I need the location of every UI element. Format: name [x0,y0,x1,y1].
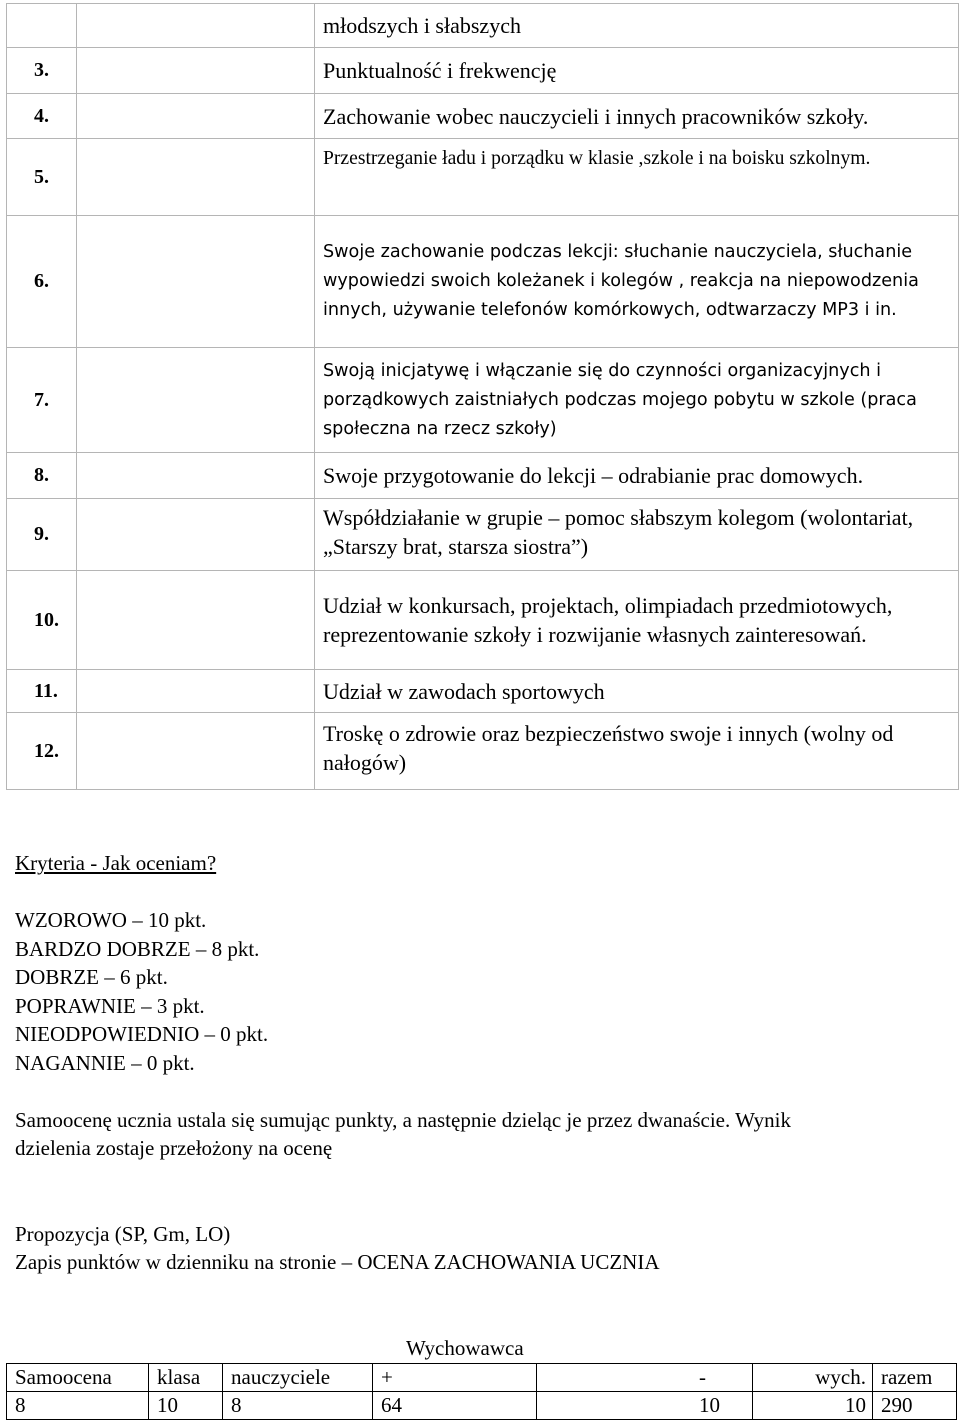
criteria-number: 10. [7,571,77,670]
summary-line: Samoocenę ucznia ustala się sumując punkty, a następnie dzieląc je przez dwanaście. Wynik [15,1108,792,1132]
criteria-number: 4. [7,94,77,139]
header-cell-razem: razem [873,1364,957,1392]
criteria-table [6,3,959,790]
grade-item: NAGANNIE – 0 pkt. [15,1051,195,1075]
criteria-row [7,4,959,48]
criteria-row [7,453,959,499]
criteria-row [7,713,959,790]
criteria-text: Zachowanie wobec nauczycieli i innych pracowników szkoły. [315,94,959,139]
criteria-number: 7. [7,348,77,453]
header-cell-wych: wych. [753,1364,873,1392]
points-table [6,1363,957,1420]
criteria-text: Swoją inicjatywę i włączanie się do czynności organizacyjnych i porządkowych zaistniałych podczas mojego pobytu w szkole (praca społeczna na rzecz szkoły) [315,348,959,453]
value-cell: 10 [537,1392,753,1420]
criteria-number: 12. [7,713,77,790]
header-cell-minus: - [537,1364,753,1392]
points-header-row [7,1364,957,1392]
grade-item: DOBRZE – 6 pkt. [15,965,168,989]
criteria-text: Troskę o zdrowie oraz bezpieczeństwo swoje i innych (wolny od nałogów) [315,713,959,790]
value-cell: 290 [873,1392,957,1420]
criteria-row [7,94,959,139]
header-cell-klasa: klasa [149,1364,223,1392]
criteria-number: 8. [7,453,77,499]
criteria-text: Udział w konkursach, projektach, olimpiadach przedmiotowych, reprezentowanie szkoły i rozwijanie własnych zainteresowań. [315,571,959,670]
value-cell: 10 [753,1392,873,1420]
criteria-number: 6. [7,216,77,348]
kryteria-heading: Kryteria - Jak oceniam? [15,851,217,875]
criteria-number: 11. [7,670,77,713]
header-cell-nauczyciele: nauczyciele [223,1364,373,1392]
header-cell-samoocena: Samoocena [7,1364,149,1392]
criteria-number: 5. [7,139,77,216]
grade-item: POPRAWNIE – 3 pkt. [15,994,205,1018]
value-cell: 8 [223,1392,373,1420]
criteria-number: 9. [7,499,77,571]
criteria-text: Swoje przygotowanie do lekcji – odrabianie prac domowych. [315,453,959,499]
summary-line: dzielenia zostaje przełożony na ocenę [15,1136,333,1160]
criteria-row [7,216,959,348]
criteria-number: 3. [7,48,77,94]
value-cell: 8 [7,1392,149,1420]
proposal-line: Propozycja (SP, Gm, LO) [15,1222,231,1246]
grade-item: BARDZO DOBRZE – 8 pkt. [15,937,260,961]
value-cell: 64 [373,1392,537,1420]
grade-item: WZOROWO – 10 pkt. [15,908,207,932]
grade-item: NIEODPOWIEDNIO – 0 pkt. [15,1022,269,1046]
criteria-text: Współdziałanie w grupie – pomoc słabszym kolegom (wolontariat, „Starszy brat, starsza siostra”) [315,499,959,571]
criteria-text: młodszych i słabszych [315,4,959,48]
criteria-row [7,670,959,713]
criteria-row [7,139,959,216]
criteria-text: Przestrzeganie ładu i porządku w klasie ,szkole i na boisku szkolnym. [315,139,959,216]
value-cell: 10 [149,1392,223,1420]
criteria-row [7,48,959,94]
wychowawca-label: Wychowawca [406,1336,524,1360]
criteria-text: Udział w zawodach sportowych [315,670,959,713]
points-value-row [7,1392,957,1420]
criteria-row [7,348,959,453]
criteria-text: Punktualność i frekwencję [315,48,959,94]
header-cell-plus: + [373,1364,537,1392]
criteria-row [7,571,959,670]
criteria-number [7,4,77,48]
criteria-text: Swoje zachowanie podczas lekcji: słuchanie nauczyciela, słuchanie wypowiedzi swoich koleżanek i kolegów , reakcja na niepowodzenia innych, używanie telefonów komórkowych, odtwarzaczy MP3 i in. [315,216,959,348]
record-note: Zapis punktów w dzienniku na stronie – OCENA ZACHOWANIA UCZNIA [15,1250,660,1274]
criteria-row [7,499,959,571]
